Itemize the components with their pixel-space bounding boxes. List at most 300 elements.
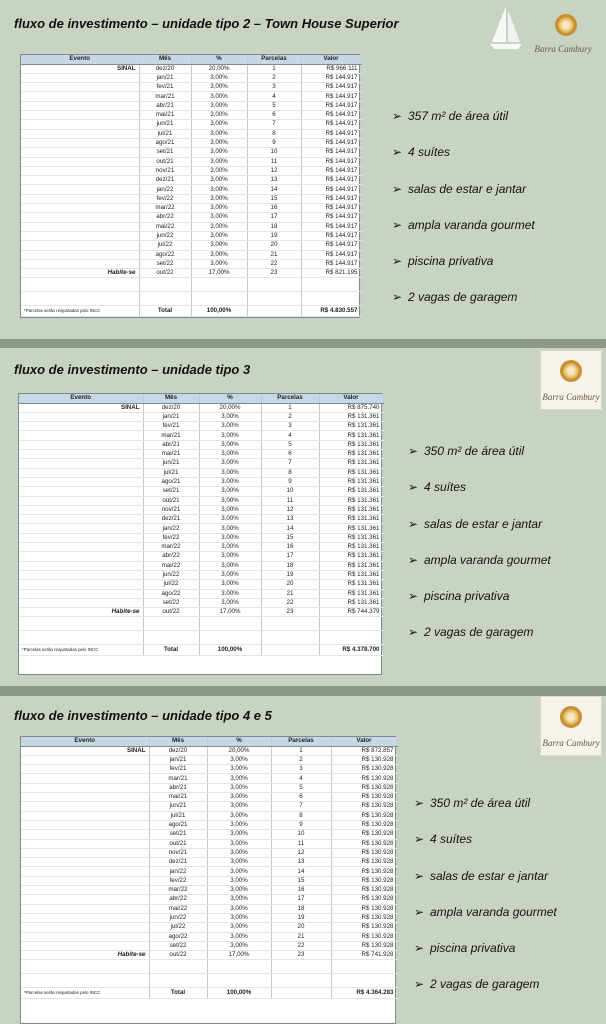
cell-valor: R$ 131.361 xyxy=(319,477,383,486)
feature-item xyxy=(414,832,557,868)
blank-cell xyxy=(139,278,191,292)
cell-percent: 3,00% xyxy=(207,932,271,941)
cell-evento xyxy=(19,543,143,552)
cell-evento xyxy=(19,477,143,486)
cell-parcela: 6 xyxy=(271,793,331,802)
cell-evento xyxy=(21,867,149,876)
cell-evento xyxy=(21,250,139,259)
cell-percent: 3,00% xyxy=(207,941,271,950)
cell-evento xyxy=(21,765,149,774)
cell-mes: mar/21 xyxy=(139,92,191,101)
cell-mes: dez/20 xyxy=(139,64,191,73)
arrow-bullet-icon: ➢ xyxy=(392,290,403,305)
cell-mes: mai/21 xyxy=(139,111,191,120)
total-label: Total xyxy=(149,988,207,999)
panel-tipo-4-e-5 xyxy=(0,696,606,1024)
arrow-bullet-icon: ➢ xyxy=(392,254,403,269)
table-row xyxy=(21,241,361,250)
cell-mes: mar/22 xyxy=(149,886,207,895)
cell-mes: nov/21 xyxy=(143,505,199,514)
cell-evento xyxy=(21,157,139,166)
cell-percent: 3,00% xyxy=(199,580,261,589)
arrow-bullet-icon: ➢ xyxy=(408,589,419,604)
cell-evento xyxy=(21,222,139,231)
cell-valor: R$ 131.361 xyxy=(319,552,383,561)
cell-percent: 3,00% xyxy=(199,533,261,542)
cell-evento xyxy=(21,839,149,848)
table-row xyxy=(19,543,383,552)
feature-text: salas de estar e jantar xyxy=(424,516,543,531)
cell-parcela: 11 xyxy=(247,157,301,166)
total-value: R$ 4.364.283 xyxy=(331,988,397,999)
table-row xyxy=(21,231,361,240)
cell-mes: dez/21 xyxy=(149,858,207,867)
cell-mes: mar/21 xyxy=(149,774,207,783)
cell-valor: R$ 966.111 xyxy=(301,64,361,73)
payment-table xyxy=(20,54,360,318)
cell-mes: ago/21 xyxy=(149,820,207,829)
feature-item xyxy=(392,145,535,181)
cell-parcela: 3 xyxy=(261,422,319,431)
cell-mes: fev/21 xyxy=(143,422,199,431)
feature-item xyxy=(392,218,535,254)
cell-evento xyxy=(21,774,149,783)
total-row xyxy=(21,988,397,999)
cell-parcela: 18 xyxy=(261,561,319,570)
cell-parcela: 21 xyxy=(261,589,319,598)
payment-table xyxy=(18,393,382,675)
cell-valor: R$ 131.361 xyxy=(319,570,383,579)
cell-valor: R$ 131.361 xyxy=(319,515,383,524)
cell-evento xyxy=(21,876,149,885)
feature-item xyxy=(414,869,557,905)
cell-evento xyxy=(21,783,149,792)
table-row xyxy=(19,440,383,449)
feature-item xyxy=(408,553,551,589)
cell-parcela: 9 xyxy=(261,477,319,486)
table-row xyxy=(21,876,397,885)
cell-valor: R$ 144.917 xyxy=(301,176,361,185)
blank-row xyxy=(21,960,397,974)
cell-evento xyxy=(21,231,139,240)
cell-evento xyxy=(19,450,143,459)
cell-parcela: 18 xyxy=(271,904,331,913)
cell-mes: mar/22 xyxy=(143,543,199,552)
cell-parcela: 6 xyxy=(247,111,301,120)
blank-cell xyxy=(319,617,383,631)
cell-evento xyxy=(21,811,149,820)
cell-valor: R$ 130.928 xyxy=(331,802,397,811)
cell-valor: R$ 821.195 xyxy=(301,269,361,278)
cell-evento xyxy=(21,259,139,268)
cell-valor: R$ 131.361 xyxy=(319,431,383,440)
arrow-bullet-icon: ➢ xyxy=(392,109,403,123)
cell-parcela: 4 xyxy=(247,92,301,101)
blank-cell xyxy=(21,292,139,306)
cell-percent: 3,00% xyxy=(207,923,271,932)
cell-evento xyxy=(19,561,143,570)
cell-evento xyxy=(21,129,139,138)
arrow-bullet-icon: ➢ xyxy=(414,904,425,919)
header-row xyxy=(21,55,361,64)
cell-parcela: 12 xyxy=(247,166,301,175)
cell-mes: abr/21 xyxy=(143,440,199,449)
cell-mes: abr/21 xyxy=(139,101,191,110)
cell-parcela: 22 xyxy=(271,941,331,950)
cell-percent: 3,00% xyxy=(199,450,261,459)
cell-parcela: 5 xyxy=(247,101,301,110)
blank-cell xyxy=(191,292,247,306)
cell-mes: jan/22 xyxy=(139,185,191,194)
total-value: R$ 4.830.557 xyxy=(301,306,361,317)
arrow-bullet-icon: ➢ xyxy=(408,516,419,531)
cell-evento xyxy=(21,101,139,110)
cell-evento xyxy=(21,941,149,950)
cell-mes: jul/22 xyxy=(143,580,199,589)
cell-percent: 3,00% xyxy=(199,543,261,552)
cell-valor: R$ 131.361 xyxy=(319,487,383,496)
cell-mes: abr/22 xyxy=(149,895,207,904)
cell-evento xyxy=(19,524,143,533)
cell-evento xyxy=(21,73,139,82)
cell-percent: 3,00% xyxy=(207,793,271,802)
feature-item xyxy=(408,517,551,553)
blank-cell xyxy=(331,960,397,974)
table-row xyxy=(21,101,361,110)
cell-evento xyxy=(21,92,139,101)
feature-text: 4 suítes xyxy=(430,832,473,847)
cell-parcela: 8 xyxy=(271,811,331,820)
cell-percent: 20,00% xyxy=(207,746,271,755)
cell-mes: jul/21 xyxy=(139,129,191,138)
total-label: Total xyxy=(143,645,199,656)
table-row xyxy=(21,858,397,867)
cell-mes: fev/22 xyxy=(143,533,199,542)
blank-cell xyxy=(261,631,319,645)
blank-row xyxy=(19,617,383,631)
table-row xyxy=(21,913,397,922)
cell-valor: R$ 144.917 xyxy=(301,92,361,101)
cell-parcela: 15 xyxy=(261,533,319,542)
total-empty xyxy=(271,988,331,999)
sun-emblem-icon xyxy=(560,706,582,728)
panel-tipo-2 xyxy=(0,0,606,339)
feature-text: piscina privativa xyxy=(430,941,516,956)
cell-mes: dez/20 xyxy=(149,746,207,755)
cell-valor: R$ 131.361 xyxy=(319,468,383,477)
cell-percent: 3,00% xyxy=(207,802,271,811)
cell-parcela: 12 xyxy=(261,505,319,514)
arrow-bullet-icon: ➢ xyxy=(392,181,403,196)
cell-valor: R$ 144.917 xyxy=(301,166,361,175)
cell-percent: 3,00% xyxy=(199,505,261,514)
cell-parcela: 7 xyxy=(271,802,331,811)
arrow-bullet-icon: ➢ xyxy=(414,977,425,992)
cell-valor: R$ 144.917 xyxy=(301,73,361,82)
feature-list xyxy=(392,109,535,327)
cell-parcela: 15 xyxy=(271,876,331,885)
cell-evento xyxy=(19,552,143,561)
cell-mes: dez/20 xyxy=(143,403,199,412)
cell-mes: abr/22 xyxy=(139,213,191,222)
cell-mes: fev/22 xyxy=(149,876,207,885)
cell-parcela: 21 xyxy=(247,250,301,259)
arrow-bullet-icon: ➢ xyxy=(414,868,425,883)
cell-valor: R$ 130.928 xyxy=(331,941,397,950)
cell-valor: R$ 130.928 xyxy=(331,774,397,783)
cell-mes: mar/21 xyxy=(143,431,199,440)
cell-mes: mai/21 xyxy=(143,450,199,459)
table-row xyxy=(21,904,397,913)
cell-percent: 3,00% xyxy=(191,129,247,138)
cell-parcela: 10 xyxy=(261,487,319,496)
cell-evento xyxy=(21,138,139,147)
cell-parcela: 2 xyxy=(261,412,319,421)
cell-percent: 3,00% xyxy=(191,138,247,147)
table-row xyxy=(19,608,383,617)
blank-cell xyxy=(319,631,383,645)
cell-parcela: 16 xyxy=(271,886,331,895)
panel-tipo-3 xyxy=(0,348,606,686)
cell-evento xyxy=(21,932,149,941)
cell-valor: R$ 875.740 xyxy=(319,403,383,412)
cell-parcela: 21 xyxy=(271,932,331,941)
logo-text: Barra Cambury xyxy=(542,392,600,402)
column-header: Valor xyxy=(301,55,361,64)
blank-cell xyxy=(149,974,207,988)
cell-valor: R$ 131.361 xyxy=(319,561,383,570)
cell-valor: R$ 144.917 xyxy=(301,157,361,166)
cell-parcela: 9 xyxy=(271,820,331,829)
table-row xyxy=(21,802,397,811)
cell-parcela: 14 xyxy=(261,524,319,533)
cell-mes: dez/21 xyxy=(139,176,191,185)
cell-valor: R$ 130.928 xyxy=(331,904,397,913)
cell-percent: 3,00% xyxy=(199,487,261,496)
logo-text: Barra Cambury xyxy=(534,44,592,54)
cell-valor: R$ 872.857 xyxy=(331,746,397,755)
cell-evento xyxy=(19,533,143,542)
cell-evento xyxy=(21,802,149,811)
cell-parcela: 6 xyxy=(261,450,319,459)
cell-percent: 3,00% xyxy=(191,222,247,231)
cell-parcela: 3 xyxy=(271,765,331,774)
arrow-bullet-icon: ➢ xyxy=(408,444,419,458)
table-row xyxy=(19,561,383,570)
cell-valor: R$ 131.361 xyxy=(319,589,383,598)
feature-text: ampla varanda gourmet xyxy=(424,552,551,567)
panel-title: fluxo de investimento – unidade tipo 2 – Town House Superior xyxy=(14,16,399,31)
table-body xyxy=(21,64,361,317)
table-row xyxy=(19,412,383,421)
cell-mes: fev/21 xyxy=(149,765,207,774)
cell-percent: 3,00% xyxy=(199,459,261,468)
table-row xyxy=(19,524,383,533)
blank-cell xyxy=(271,974,331,988)
cell-valor: R$ 130.928 xyxy=(331,820,397,829)
cell-valor: R$ 130.928 xyxy=(331,895,397,904)
cell-evento xyxy=(21,755,149,764)
cell-percent: 3,00% xyxy=(191,176,247,185)
blank-cell xyxy=(271,960,331,974)
feature-text: 2 vagas de garagem xyxy=(430,977,540,992)
blank-cell xyxy=(191,278,247,292)
feature-text: 4 suítes xyxy=(408,145,451,160)
cell-percent: 3,00% xyxy=(199,422,261,431)
cell-evento xyxy=(21,820,149,829)
cell-parcela: 13 xyxy=(247,176,301,185)
cell-percent: 3,00% xyxy=(207,904,271,913)
column-header: Evento xyxy=(21,737,149,746)
cell-valor: R$ 131.361 xyxy=(319,533,383,542)
feature-item xyxy=(392,254,535,290)
cell-evento xyxy=(21,923,149,932)
cell-percent: 3,00% xyxy=(207,811,271,820)
table-row xyxy=(21,886,397,895)
cell-percent: 3,00% xyxy=(199,598,261,607)
cell-evento xyxy=(21,793,149,802)
cell-valor: R$ 144.917 xyxy=(301,83,361,92)
blank-cell xyxy=(261,617,319,631)
blank-cell xyxy=(207,974,271,988)
cell-evento xyxy=(19,505,143,514)
table-row xyxy=(21,830,397,839)
cell-evento xyxy=(21,241,139,250)
feature-item xyxy=(414,796,557,832)
cell-valor: R$ 130.928 xyxy=(331,867,397,876)
cell-evento: SINAL xyxy=(21,746,149,755)
table-row xyxy=(21,793,397,802)
cell-parcela: 7 xyxy=(247,120,301,129)
cell-parcela: 1 xyxy=(271,746,331,755)
table-row xyxy=(19,403,383,412)
cell-evento xyxy=(19,589,143,598)
cell-evento xyxy=(19,440,143,449)
cell-parcela: 23 xyxy=(261,608,319,617)
blank-cell xyxy=(301,278,361,292)
table-row xyxy=(19,487,383,496)
cell-mes: set/21 xyxy=(143,487,199,496)
feature-item xyxy=(414,941,557,977)
total-empty xyxy=(261,645,319,656)
table-row xyxy=(21,92,361,101)
table-row xyxy=(21,204,361,213)
table-header xyxy=(21,55,361,64)
cell-parcela: 16 xyxy=(247,204,301,213)
cell-mes: jun/22 xyxy=(143,570,199,579)
note-cell: *Parcelas serão reajustadas pelo INCC xyxy=(21,988,149,999)
cell-valor: R$ 130.928 xyxy=(331,793,397,802)
cell-evento xyxy=(19,459,143,468)
note-cell: *Parcelas serão reajustadas pelo INCC xyxy=(19,645,143,656)
cell-parcela: 10 xyxy=(247,148,301,157)
total-label: Total xyxy=(139,306,191,317)
cell-percent: 3,00% xyxy=(199,552,261,561)
sun-emblem-icon xyxy=(560,360,582,382)
table-row xyxy=(21,811,397,820)
cell-mes: set/22 xyxy=(149,941,207,950)
arrow-bullet-icon: ➢ xyxy=(414,796,425,810)
cell-mes: mar/22 xyxy=(139,204,191,213)
column-header: Valor xyxy=(331,737,397,746)
cell-valor: R$ 130.928 xyxy=(331,765,397,774)
cell-parcela: 4 xyxy=(271,774,331,783)
blank-cell xyxy=(19,631,143,645)
cell-mes: set/22 xyxy=(139,259,191,268)
cell-valor: R$ 131.361 xyxy=(319,412,383,421)
cell-percent: 3,00% xyxy=(191,213,247,222)
cell-valor: R$ 741.928 xyxy=(331,951,397,960)
cell-mes: ago/22 xyxy=(139,250,191,259)
cell-evento xyxy=(19,468,143,477)
feature-text: piscina privativa xyxy=(424,589,510,604)
blank-cell xyxy=(199,631,261,645)
cell-mes: jun/22 xyxy=(139,231,191,240)
cell-mes: jun/21 xyxy=(149,802,207,811)
cell-valor: R$ 130.928 xyxy=(331,830,397,839)
cell-evento: Habite-se xyxy=(21,951,149,960)
sun-emblem-icon xyxy=(555,14,577,36)
blank-row xyxy=(21,974,397,988)
cell-evento xyxy=(21,120,139,129)
total-row xyxy=(21,306,361,317)
header-row xyxy=(19,394,383,403)
total-empty xyxy=(247,306,301,317)
cell-parcela: 17 xyxy=(247,213,301,222)
cell-mes: mai/22 xyxy=(139,222,191,231)
feature-text: piscina privativa xyxy=(408,254,494,269)
cell-percent: 3,00% xyxy=(191,73,247,82)
table-row xyxy=(21,765,397,774)
table-row xyxy=(19,422,383,431)
cell-percent: 3,00% xyxy=(191,92,247,101)
cell-valor: R$ 130.928 xyxy=(331,932,397,941)
table-row xyxy=(21,867,397,876)
table-row xyxy=(21,269,361,278)
cell-parcela: 20 xyxy=(247,241,301,250)
cell-valor: R$ 144.917 xyxy=(301,138,361,147)
cell-evento: SINAL xyxy=(21,64,139,73)
cell-evento xyxy=(21,204,139,213)
cell-evento xyxy=(21,858,149,867)
feature-text: 350 m² de área útil xyxy=(424,444,525,458)
cell-valor: R$ 144.917 xyxy=(301,213,361,222)
cell-percent: 3,00% xyxy=(207,858,271,867)
feature-item xyxy=(408,480,551,516)
blank-row xyxy=(21,278,361,292)
cell-percent: 3,00% xyxy=(207,848,271,857)
feature-list xyxy=(414,796,557,1014)
table-row xyxy=(19,533,383,542)
table-row xyxy=(19,515,383,524)
cell-mes: out/22 xyxy=(143,608,199,617)
cell-evento xyxy=(21,166,139,175)
cell-mes: set/21 xyxy=(149,830,207,839)
column-header: Valor xyxy=(319,394,383,403)
column-header: Mês xyxy=(143,394,199,403)
cell-percent: 3,00% xyxy=(207,830,271,839)
cell-evento xyxy=(21,185,139,194)
blank-cell xyxy=(139,292,191,306)
cell-mes: out/21 xyxy=(149,839,207,848)
table-row xyxy=(21,951,397,960)
cell-parcela: 19 xyxy=(261,570,319,579)
cell-percent: 3,00% xyxy=(199,468,261,477)
cell-valor: R$ 144.917 xyxy=(301,259,361,268)
feature-text: 4 suítes xyxy=(424,480,467,495)
cell-evento xyxy=(19,598,143,607)
cell-percent: 3,00% xyxy=(191,231,247,240)
